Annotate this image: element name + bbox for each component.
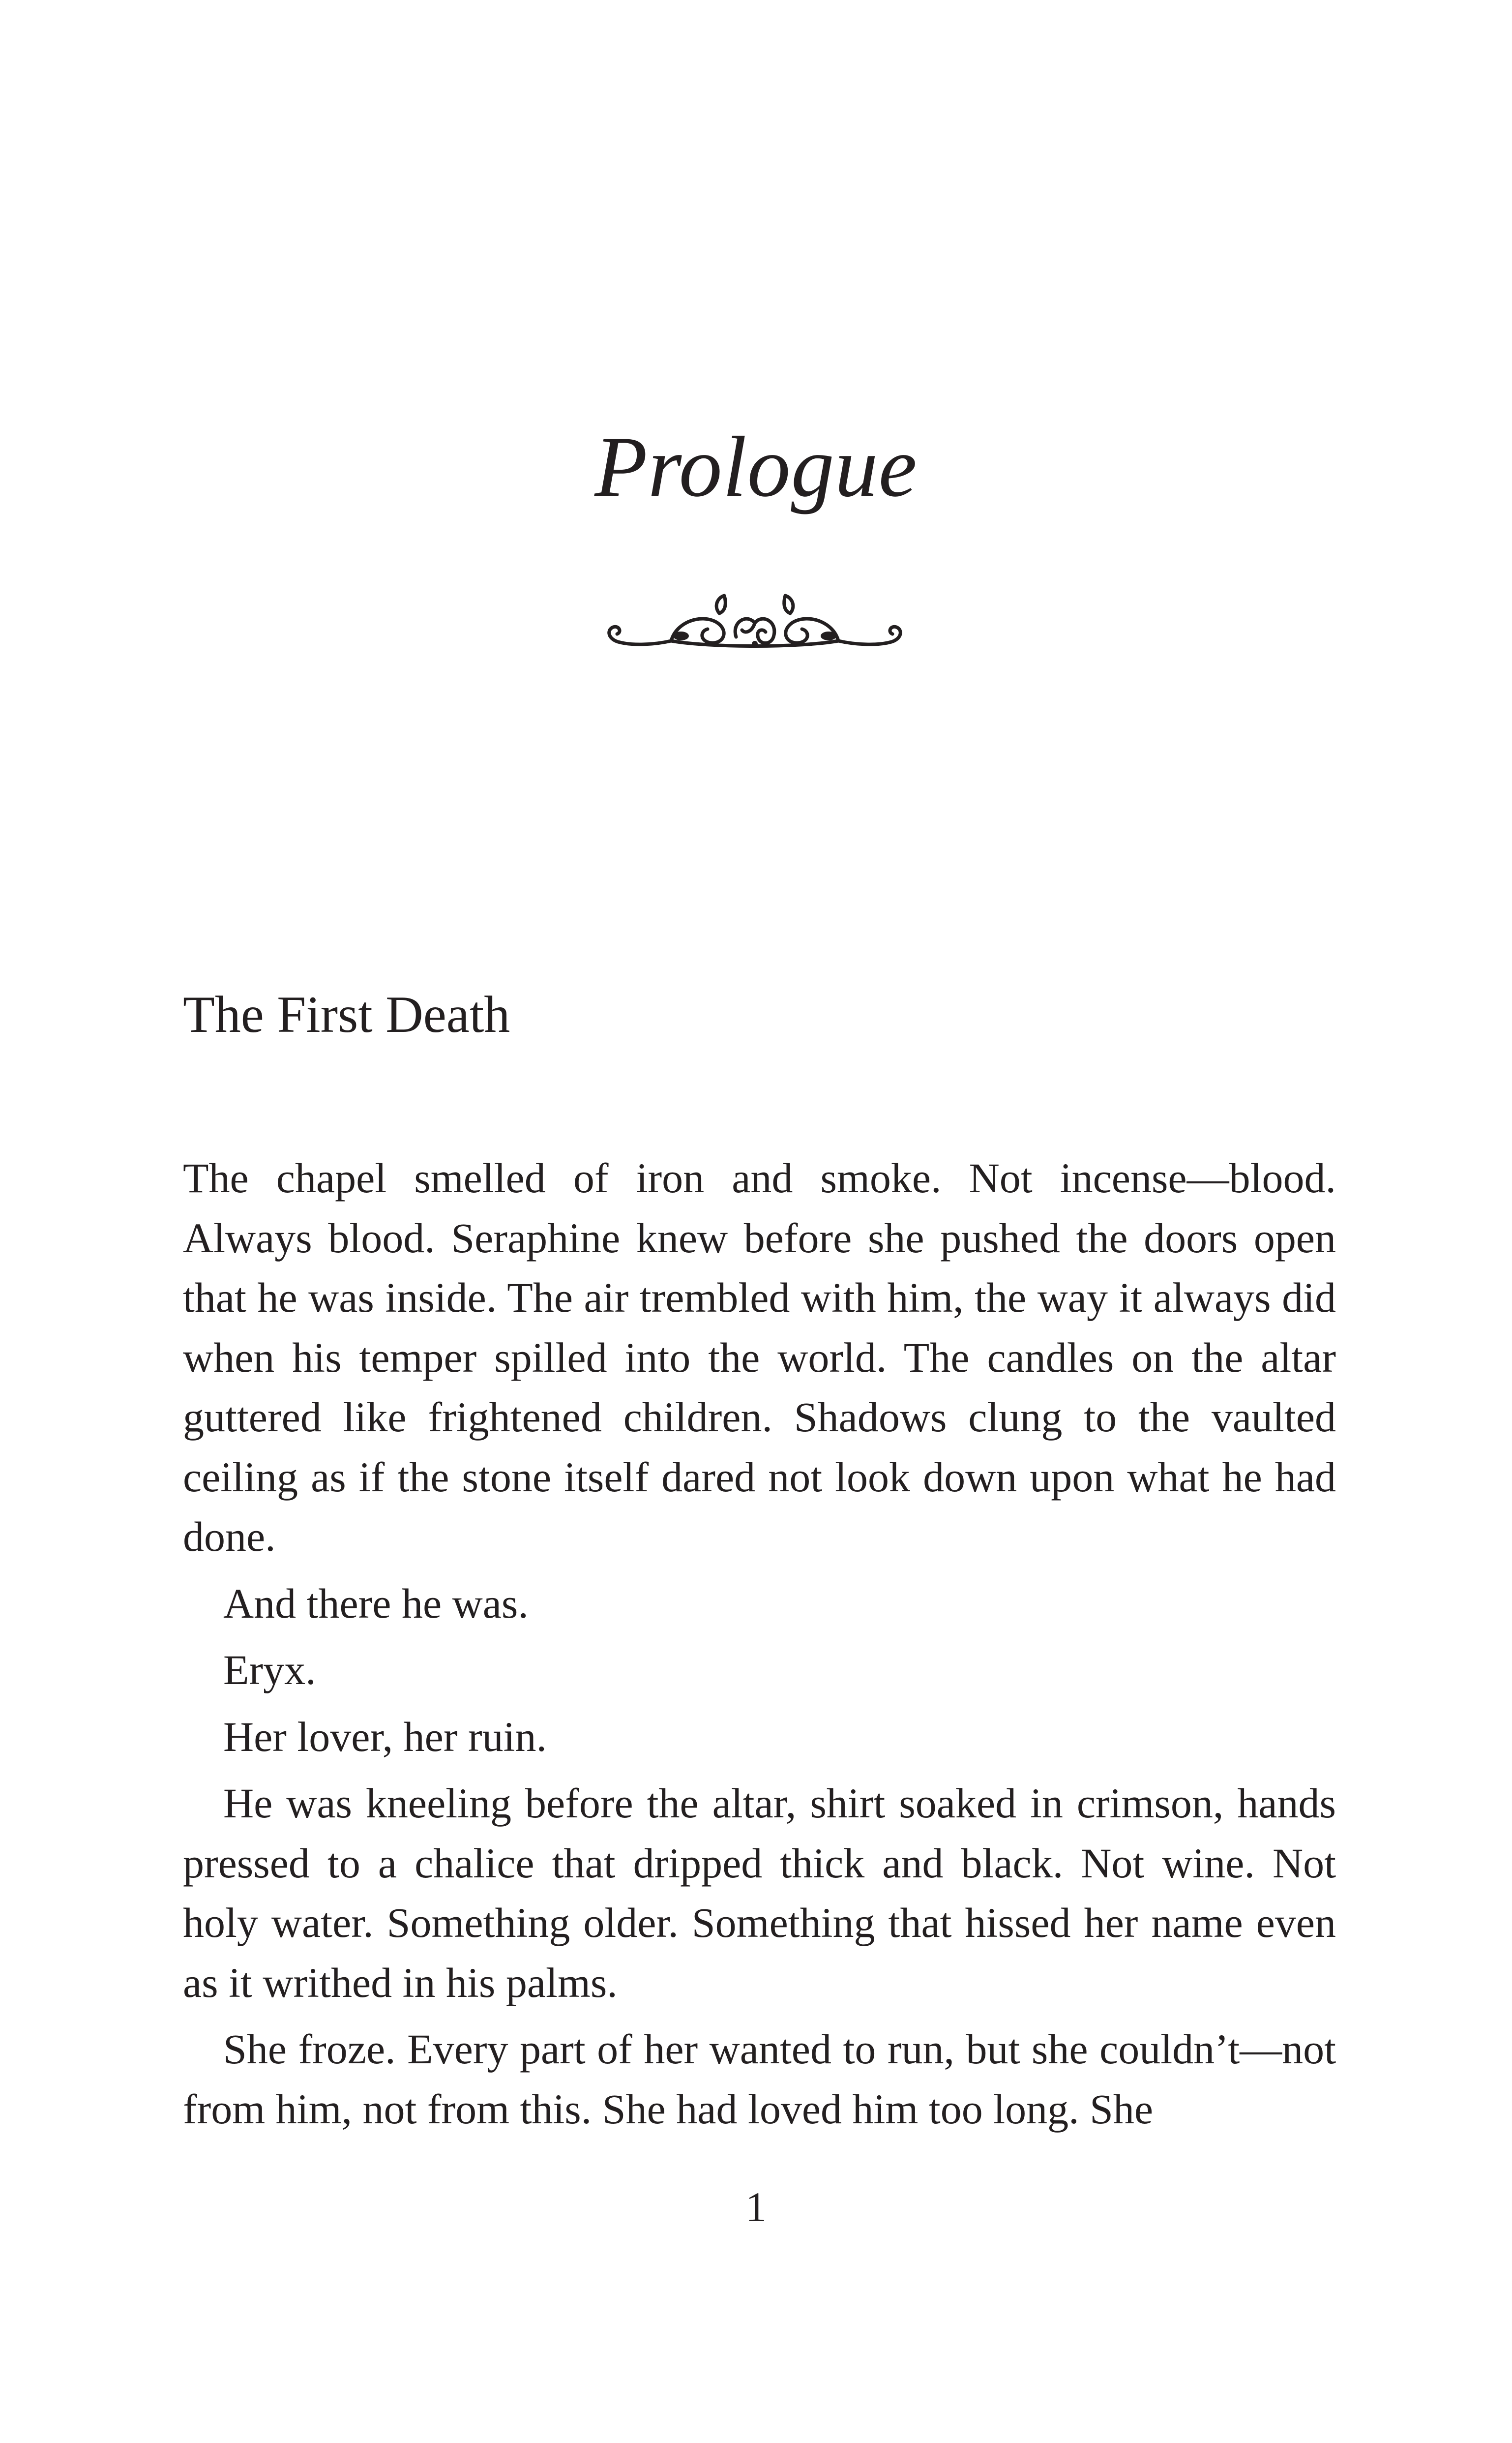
paragraph: Her lover, her ruin. [223,1713,547,1760]
page-number: 1 [745,2183,767,2231]
section-title: The First Death [183,986,510,1043]
paragraph: She froze. Every part of her wanted to run, but she couldn’t—not from him, not from this. She had loved him too long. She [183,2025,1336,2133]
paragraph: He was kneeling before the altar, shirt soaked in crimson, hands pressed to a chalice that dripped thick and black. Not wine. Not holy water. Something older. Something that hissed her name even as it writhed in his palms. [183,1779,1336,2006]
paragraph: The chapel smelled of iron and smoke. Not incense—blood. Always blood. Seraphine knew before she pushed the doors open that he was inside. The air trembled with him, the way it always did when his temper spilled into the world. The candles on the altar guttered like frightened children. Shadows clung to the vaulted ceiling as if the stone itself dared not look down upon what he had done. [183,1154,1336,1560]
paragraph: Eryx. [223,1646,316,1693]
paragraph: And there he was. [223,1579,529,1627]
flourish-ornament-icon [602,583,907,662]
body-text [183,1148,1336,2139]
chapter-title: Prologue [594,419,918,515]
